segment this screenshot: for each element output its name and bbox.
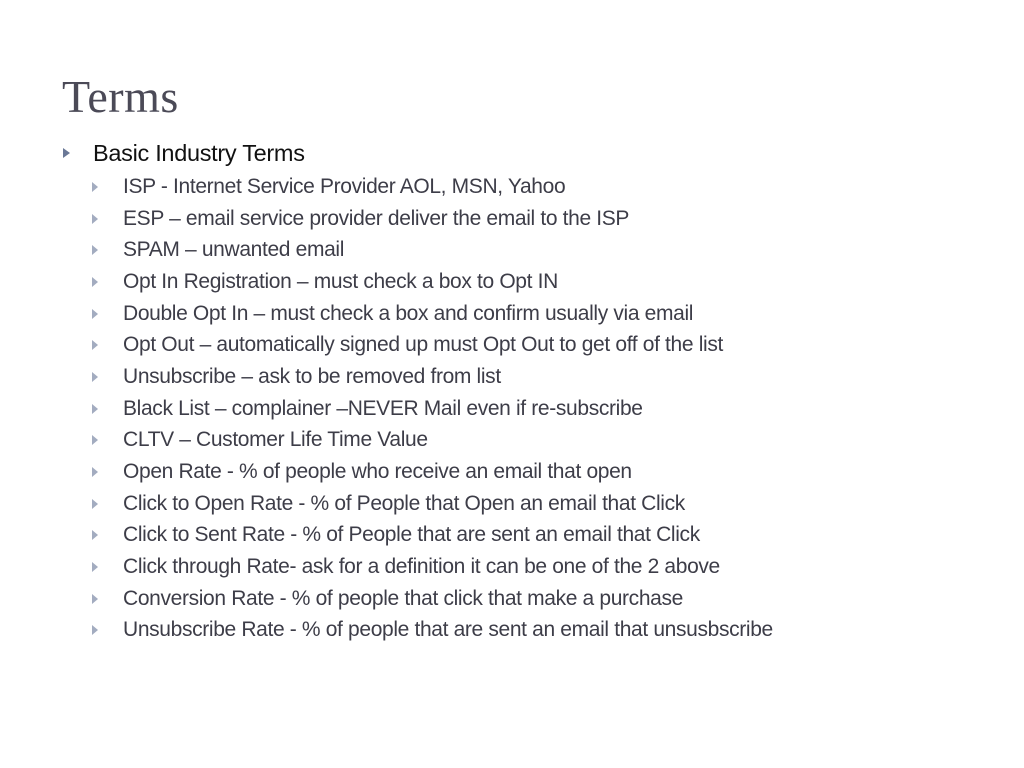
term-list bbox=[92, 171, 773, 646]
bullet-arrow-icon bbox=[63, 148, 70, 158]
term-text: Black List – complainer –NEVER Mail even if re-subscribe bbox=[123, 396, 643, 420]
term-text: Double Opt In – must check a box and confirm usually via email bbox=[123, 301, 694, 325]
bullet-arrow-icon bbox=[92, 530, 98, 540]
slide-title: Terms bbox=[62, 71, 179, 122]
bullet-arrow-icon bbox=[92, 435, 98, 445]
term-list-item bbox=[92, 488, 773, 520]
bullet-basic-industry-terms bbox=[62, 138, 305, 168]
bullet-arrow-icon bbox=[92, 309, 98, 319]
term-list-item bbox=[92, 520, 773, 552]
term-text: Open Rate - % of people who receive an email that open bbox=[123, 460, 632, 484]
term-list-item bbox=[92, 393, 773, 425]
term-list-item bbox=[92, 298, 773, 330]
bullet-arrow-icon bbox=[92, 214, 98, 224]
term-text: Opt In Registration – must check a box to Opt IN bbox=[123, 269, 558, 293]
term-text: Click to Sent Rate - % of People that are sent an email that Click bbox=[123, 523, 700, 547]
term-list-item bbox=[92, 266, 773, 298]
bullet-arrow-icon bbox=[92, 340, 98, 350]
bullet-arrow-icon bbox=[92, 404, 98, 414]
bullet-arrow-icon bbox=[92, 562, 98, 572]
term-text: Click through Rate- ask for a definition it can be one of the 2 above bbox=[123, 555, 720, 579]
bullet-arrow-icon bbox=[92, 467, 98, 477]
term-list-item bbox=[92, 615, 773, 647]
bullet-arrow-icon bbox=[92, 277, 98, 287]
term-list-item bbox=[92, 171, 773, 203]
term-text: Conversion Rate - % of people that click that make a purchase bbox=[123, 586, 683, 610]
term-text: Unsubscribe – ask to be removed from list bbox=[123, 364, 501, 388]
bullet-arrow-icon bbox=[92, 182, 98, 192]
bullet-arrow-icon bbox=[92, 594, 98, 604]
bullet-arrow-icon bbox=[92, 625, 98, 635]
term-list-item bbox=[92, 329, 773, 361]
term-list-item bbox=[92, 583, 773, 615]
term-text: CLTV – Customer Life Time Value bbox=[123, 428, 428, 452]
bullet-arrow-icon bbox=[92, 245, 98, 255]
term-text: ISP - Internet Service Provider AOL, MSN, Yahoo bbox=[123, 174, 566, 198]
term-text: SPAM – unwanted email bbox=[123, 238, 345, 262]
term-text: ESP – email service provider deliver the email to the ISP bbox=[123, 206, 630, 230]
bullet-text: Basic Industry Terms bbox=[93, 139, 305, 166]
bullet-arrow-icon bbox=[92, 372, 98, 382]
term-text: Click to Open Rate - % of People that Open an email that Click bbox=[123, 491, 685, 515]
term-list-item bbox=[92, 551, 773, 583]
term-list-item bbox=[92, 456, 773, 488]
term-list-item bbox=[92, 234, 773, 266]
term-list-item bbox=[92, 203, 773, 235]
term-text: Opt Out – automatically signed up must Opt Out to get off of the list bbox=[123, 333, 723, 357]
term-text: Unsubscribe Rate - % of people that are sent an email that unsusbscribe bbox=[123, 618, 773, 642]
term-list-item bbox=[92, 361, 773, 393]
bullet-arrow-icon bbox=[92, 499, 98, 509]
term-list-item bbox=[92, 425, 773, 457]
